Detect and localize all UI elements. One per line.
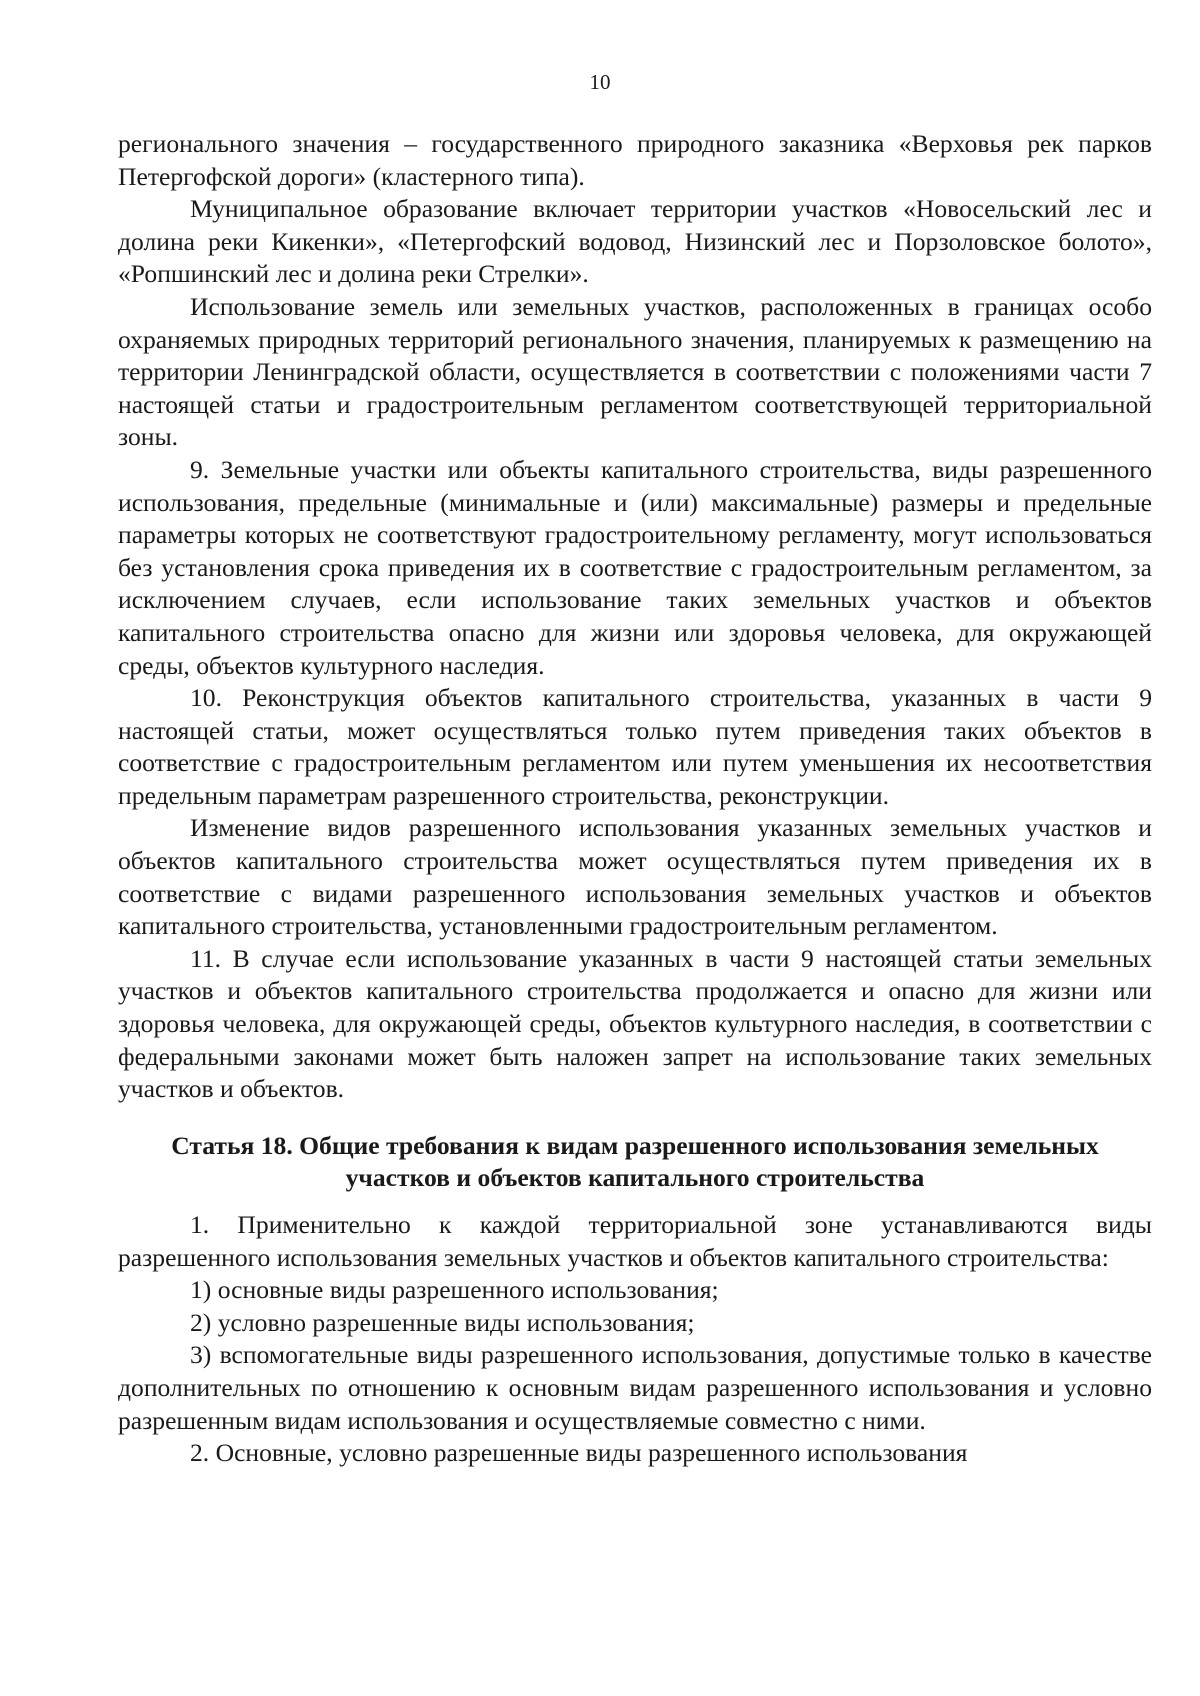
paragraph: 1. Применительно к каждой территориальной зоне устанавливаются виды разрешенного использования земельных участков и объектов капитального строительства: (118, 1210, 1152, 1272)
page-number: 10 (589, 70, 611, 94)
paragraph: 10. Реконструкция объектов капитального строительства, указанных в части 9 настоящей статьи, может осуществляться только путем приведения таких объектов в соответствие с градостроительным регламентом или путем уменьшения их несоответствия предельным параметрам разрешенного строительства, реконструкции. (118, 683, 1152, 810)
paragraph: 11. В случае если использование указанных в части 9 настоящей статьи земельных участков и объектов капитального строительства продолжается и опасно для жизни или здоровья человека, для окружающей среды, объектов культурного наследия, в соответствии с федеральными законами может быть наложен запрет на использование таких земельных участков и объектов. (118, 943, 1152, 1104)
list-item: 1) основные виды разрешенного использования; (190, 1275, 719, 1305)
list-item: 2) условно разрешенные виды использования; (190, 1307, 695, 1337)
paragraph: Изменение видов разрешенного использования указанных земельных участков и объектов капитального строительства может осуществляться путем приведения их в соответствие с видами разрешенного использования земельных участков и объектов капитального строительства, установленными градостроительным регламентом. (118, 813, 1152, 941)
paragraph: Муниципальное образование включает территории участков «Новосельский лес и долина реки Кикенки», «Петергофский водовод, Низинский лес и Порзоловское болото», «Ропшинский лес и долина реки Стрелки». (118, 194, 1152, 289)
paragraph: Использование земель или земельных участков, расположенных в границах особо охраняемых природных территорий регионального значения, планируемых к размещению на территории Ленинградской области, осуществляется в соответствии с положениями части 7 настоящей статьи и градостроительным регламентом соответствующей территориальной зоны. (118, 291, 1152, 452)
paragraph: регионального значения – государственного природного заказника «Верховья рек парков Петергофской дороги» (кластерного типа). (118, 129, 1152, 191)
article-heading: Статья 18. Общие требования к видам разрешенного использования земельных участков и объектов капитального строительства (171, 1130, 1099, 1193)
paragraph: 9. Земельные участки или объекты капитального строительства, виды разрешенного использования, предельные (минимальные и (или) максимальные) размеры и предельные параметры которых не соответствуют градостроительному регламенту, могут использоваться без установления срока приведения их в соответствие с градостроительным регламентом, за исключением случаев, если использование таких земельных участков и объектов капитального строительства опасно для жизни или здоровья человека, для окружающей среды, объектов культурного наследия. (118, 454, 1152, 680)
document-body (118, 128, 1152, 1470)
paragraph: 2. Основные, условно разрешенные виды разрешенного использования (190, 1438, 968, 1468)
list-item: 3) вспомогательные виды разрешенного использования, допустимые только в качестве дополнительных по отношению к основным видам разрешенного использования и условно разрешенным видам использования и осуществляемые совместно с ними. (118, 1340, 1152, 1435)
